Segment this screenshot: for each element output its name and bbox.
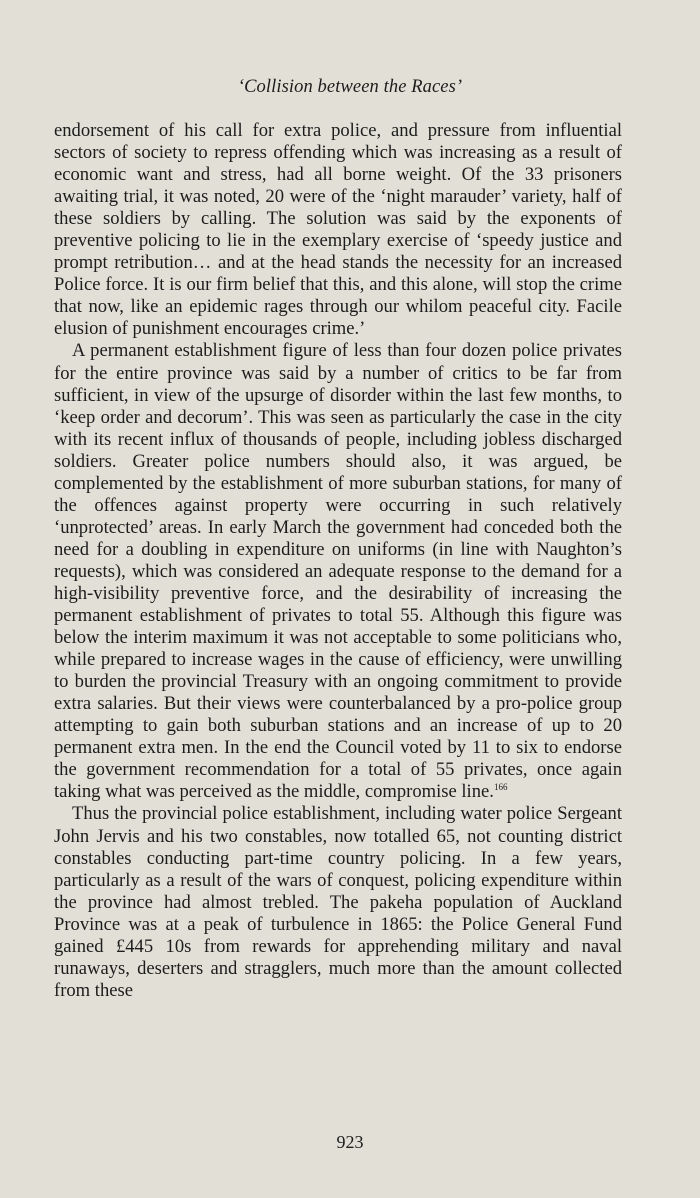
paragraph-2 [54,340,622,803]
paragraph-1: endorsement of his call for extra police, and pressure from influential sectors of society to repress offending which was increasing as a result of economic want and stress, had all borne weight. Of the 33 prisoners awaiting trial, it was noted, 20 were of the ‘night marauder’ variety, half of these soldiers by calling. The solution was said by the exponents of preventive policing to lie in the exemplary exercise of ‘speedy justice and prompt retribution… and at the head stands the necessity for an increased Police force. It is our firm belief that this, and this alone, will stop the crime that now, like an epidemic rages through our whilom peaceful city. Facile elusion of punishment encourages crime.’ [54,120,622,340]
page-number: 923 [336,1132,364,1152]
paragraph-2-text: A permanent establishment figure of less than four dozen police privates for the entire province was said by a number of critics to be far from sufficient, in view of the upsurge of disorder within the last few months, to ‘keep order and decorum’. This was seen as particularly the case in the city with its recent influx of thousands of people, including jobless discharged soldiers. Greater police numbers should also, it was argued, be complemented by the establishment of more suburban stations, for many of the offences against property were occurring in such relatively ‘unprotected’ areas. In early March the government had conceded both the need for a doubling in expenditure on uniforms (in line with Naughton’s requests), which was considered an adequate response to the demand for a high-visibility preventive force, and the desirability of increasing the permanent establishment of privates to total 55. Although this figure was below the interim maximum it was not acceptable to some politicians who, while prepared to increase wages in the cause of efficiency, were unwilling to burden the provincial Treasury with an ongoing commitment to provide extra salaries. But their views were counterbalanced by a pro-police group attempting to gain both suburban stations and an increase of up to 20 permanent extra men. In the end the Council voted by 11 to six to endorse the government recommendation for a total of 55 privates, once again taking what was perceived as the middle, compromise line. [54,340,622,803]
body-text [54,120,622,1002]
running-head: ‘Collision between the Races’ [237,77,463,97]
footnote-reference: 166 [493,782,508,793]
paragraph-3: Thus the provincial police establishment, including water police Sergeant John Jervis and his two constables, now totalled 65, not counting district constables conducting part-time country policing. In a few years, particularly as a result of the wars of conquest, policing expenditure within the province had almost trebled. The pakeha population of Auckland Province was at a peak of turbulence in 1865: the Police General Fund gained £445 10s from rewards for apprehending military and naval runaways, deserters and stragglers, much more than the amount collected from these [54,803,622,1001]
